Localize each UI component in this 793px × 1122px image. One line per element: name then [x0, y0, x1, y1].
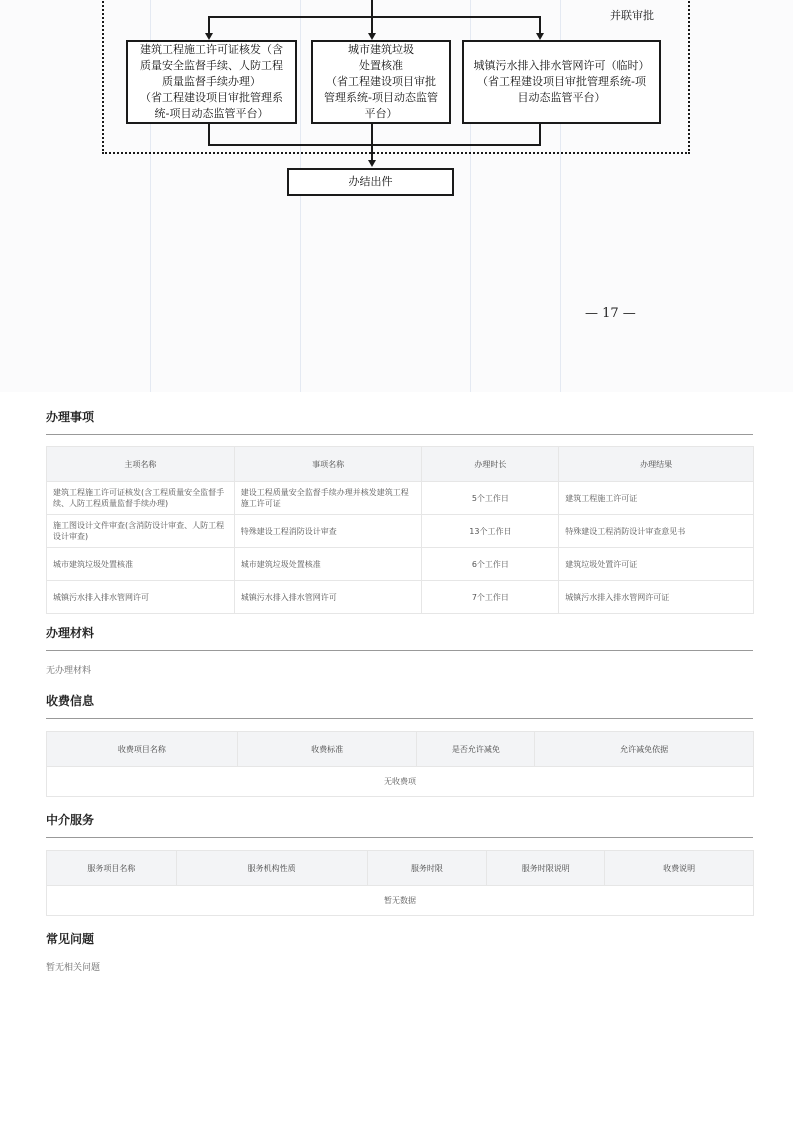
- page-number: — 17 —: [585, 306, 636, 321]
- column-header: 收费标准: [237, 732, 417, 767]
- table-cell: 建筑工程施工许可证: [559, 482, 754, 515]
- table-header-row: [47, 851, 754, 886]
- connector: [539, 16, 541, 34]
- box-line: 处置核准: [359, 59, 403, 72]
- table-row: [47, 548, 754, 581]
- flow-box-construction-permit: [126, 40, 297, 124]
- materials-empty-text: 无办理材料: [46, 666, 92, 676]
- table-empty-message: 暂无数据: [47, 886, 754, 916]
- box-line: 平台）: [364, 107, 398, 120]
- connector: [371, 124, 373, 160]
- box-line: 管理系统-项目动态监管: [324, 91, 438, 104]
- box-line: 建筑工程施工许可证核发（含: [140, 43, 283, 56]
- column-header: 办理结果: [559, 447, 754, 482]
- box-line: 目动态监管平台）: [517, 91, 606, 104]
- table-cell: 城市建筑垃圾处置核准: [234, 548, 422, 581]
- connector: [208, 124, 210, 146]
- column-header: 办理时长: [422, 447, 559, 482]
- box-line: 城市建筑垃圾: [348, 43, 414, 56]
- table-cell: 城镇污水排入排水管网许可证: [559, 581, 754, 614]
- arrow-down-icon: [368, 160, 376, 167]
- table-cell: 特殊建设工程消防设计审查: [234, 515, 422, 548]
- scanned-document: [0, 0, 793, 392]
- divider: [46, 650, 753, 651]
- divider: [46, 718, 753, 719]
- connector: [208, 16, 541, 18]
- table-header-row: [47, 447, 754, 482]
- table-row: [47, 581, 754, 614]
- table-cell: 城镇污水排入排水管网许可: [234, 581, 422, 614]
- table-cell: 建设工程质量安全监督手续办理并核发建筑工程施工许可证: [234, 482, 422, 515]
- column-header: 收费项目名称: [47, 732, 238, 767]
- box-line: （省工程建设项目审批管理系统-项: [477, 75, 646, 88]
- table-row: [47, 515, 754, 548]
- table-header-row: [47, 732, 754, 767]
- section-title-fees: 收费信息: [46, 694, 95, 708]
- table-cell: 建筑垃圾处置许可证: [559, 548, 754, 581]
- section-title-agency: 中介服务: [46, 813, 95, 827]
- table-cell: 施工图设计文件审查(含消防设计审查、人防工程设计审查): [47, 515, 235, 548]
- section-title-matters: 办理事项: [46, 410, 95, 424]
- arrow-down-icon: [205, 33, 213, 40]
- section-title-materials: 办理材料: [46, 626, 95, 640]
- flow-box-waste-disposal: [311, 40, 451, 124]
- connector: [539, 124, 541, 146]
- column-header: 是否允许减免: [417, 732, 535, 767]
- table-cell: 7个工作日: [422, 581, 559, 614]
- final-box-label: 办结出件: [348, 175, 393, 188]
- box-line: 统-项目动态监管平台）: [154, 107, 269, 120]
- table-cell: 特殊建设工程消防设计审查意见书: [559, 515, 754, 548]
- column-header: 服务项目名称: [47, 851, 177, 886]
- faq-empty-text: 暂无相关问题: [46, 963, 101, 973]
- box-line: 质量监督手续办理）: [162, 75, 261, 88]
- column-header: 事项名称: [234, 447, 422, 482]
- connector: [208, 144, 541, 146]
- box-line: （省工程建设项目审批管理系: [140, 91, 283, 104]
- column-header: 服务时限说明: [487, 851, 605, 886]
- divider: [46, 837, 753, 838]
- table-empty-message: 无收费项: [47, 767, 754, 797]
- column-header: 服务时限: [367, 851, 487, 886]
- divider: [46, 434, 753, 435]
- table-cell: 城市建筑垃圾处置核准: [47, 548, 235, 581]
- box-line: 质量安全监督手续、人防工程: [140, 59, 283, 72]
- fees-table: [46, 731, 754, 797]
- table-cell: 城镇污水排入排水管网许可: [47, 581, 235, 614]
- column-header: 收费说明: [605, 851, 754, 886]
- box-line: （省工程建设项目审批: [326, 75, 436, 88]
- column-header: 主项名称: [47, 447, 235, 482]
- table-cell: 6个工作日: [422, 548, 559, 581]
- table-row: [47, 482, 754, 515]
- parallel-approval-label: 并联审批: [610, 9, 654, 22]
- connector: [371, 16, 373, 34]
- box-line: 城镇污水排入排水管网许可（临时）: [473, 59, 650, 72]
- section-title-faq: 常见问题: [46, 932, 95, 946]
- table-cell: 13个工作日: [422, 515, 559, 548]
- table-row: [47, 886, 754, 916]
- column-header: 允许减免依据: [535, 732, 754, 767]
- table-cell: 建筑工程施工许可证核发(含工程质量安全监督手续、人防工程质量监督手续办理): [47, 482, 235, 515]
- agency-table: [46, 850, 754, 916]
- arrow-down-icon: [536, 33, 544, 40]
- table-cell: 5个工作日: [422, 482, 559, 515]
- arrow-down-icon: [368, 33, 376, 40]
- column-header: 服务机构性质: [176, 851, 367, 886]
- table-row: [47, 767, 754, 797]
- flow-box-final: [287, 168, 454, 196]
- connector: [208, 16, 210, 34]
- flow-box-sewage-permit: [462, 40, 661, 124]
- matters-table: [46, 446, 754, 614]
